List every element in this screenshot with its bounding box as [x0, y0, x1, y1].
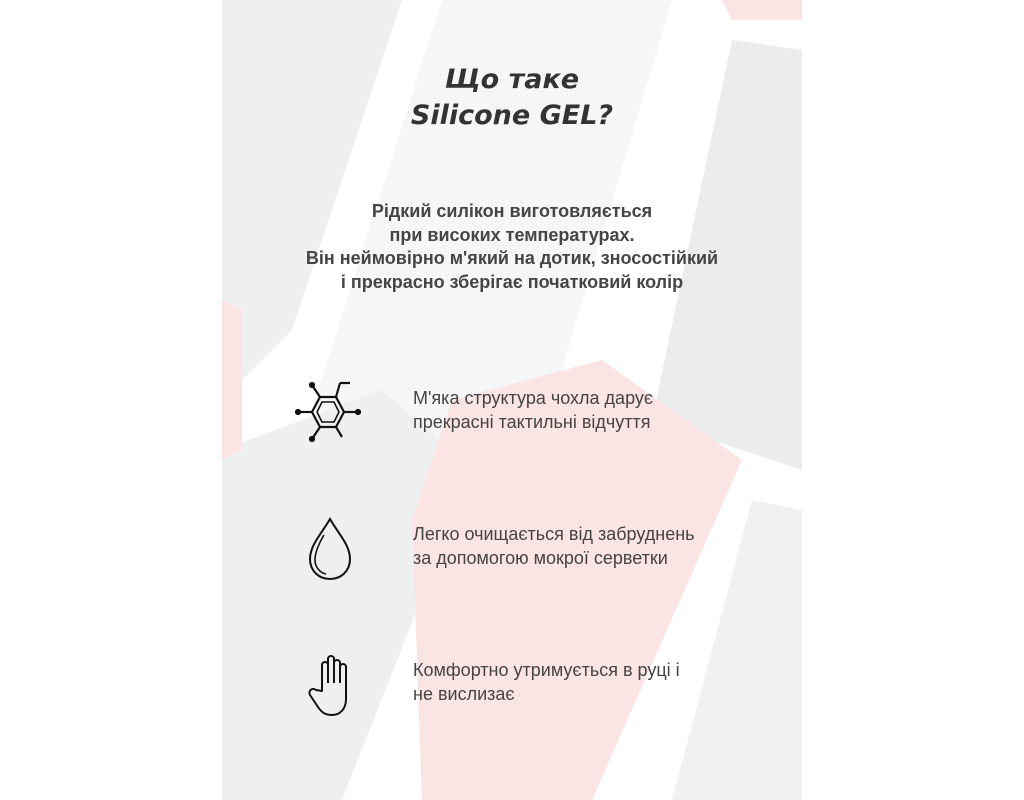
hand-icon	[282, 647, 378, 727]
feature-line: Комфортно утримується в руці і	[413, 660, 680, 680]
intro-paragraph	[222, 200, 802, 294]
feature-line: М'яка структура чохла дарує	[413, 388, 654, 408]
title-line-2: Silicone GEL?	[410, 100, 614, 131]
case-pink-top-right	[722, 0, 802, 20]
feature-easy-cleaning	[262, 511, 782, 591]
infographic-panel	[222, 0, 802, 800]
water-drop-icon	[282, 511, 378, 591]
page-title	[222, 62, 802, 134]
case-pink-left-edge	[222, 300, 242, 460]
intro-line: Рідкий силікон виготовляється	[371, 201, 653, 221]
feature-line: прекрасні тактильні відчуття	[413, 411, 651, 432]
molecule-icon	[282, 375, 378, 455]
feature-text	[413, 659, 680, 706]
intro-line: при високих температурах.	[389, 224, 635, 245]
feature-line: Легко очищається від забруднень	[413, 524, 695, 544]
feature-comfortable-grip	[262, 647, 782, 727]
feature-text	[413, 387, 653, 434]
intro-line: і прекрасно зберігає початковий колір	[340, 271, 684, 292]
title-line-1: Що таке	[444, 64, 580, 95]
feature-line: не вислизає	[413, 683, 515, 704]
feature-text	[413, 523, 695, 570]
feature-line: за допомогою мокрої серветки	[413, 547, 668, 568]
feature-soft-structure	[262, 375, 782, 455]
intro-line: Він неймовірно м'який на дотик, зносостійкий	[305, 248, 719, 268]
